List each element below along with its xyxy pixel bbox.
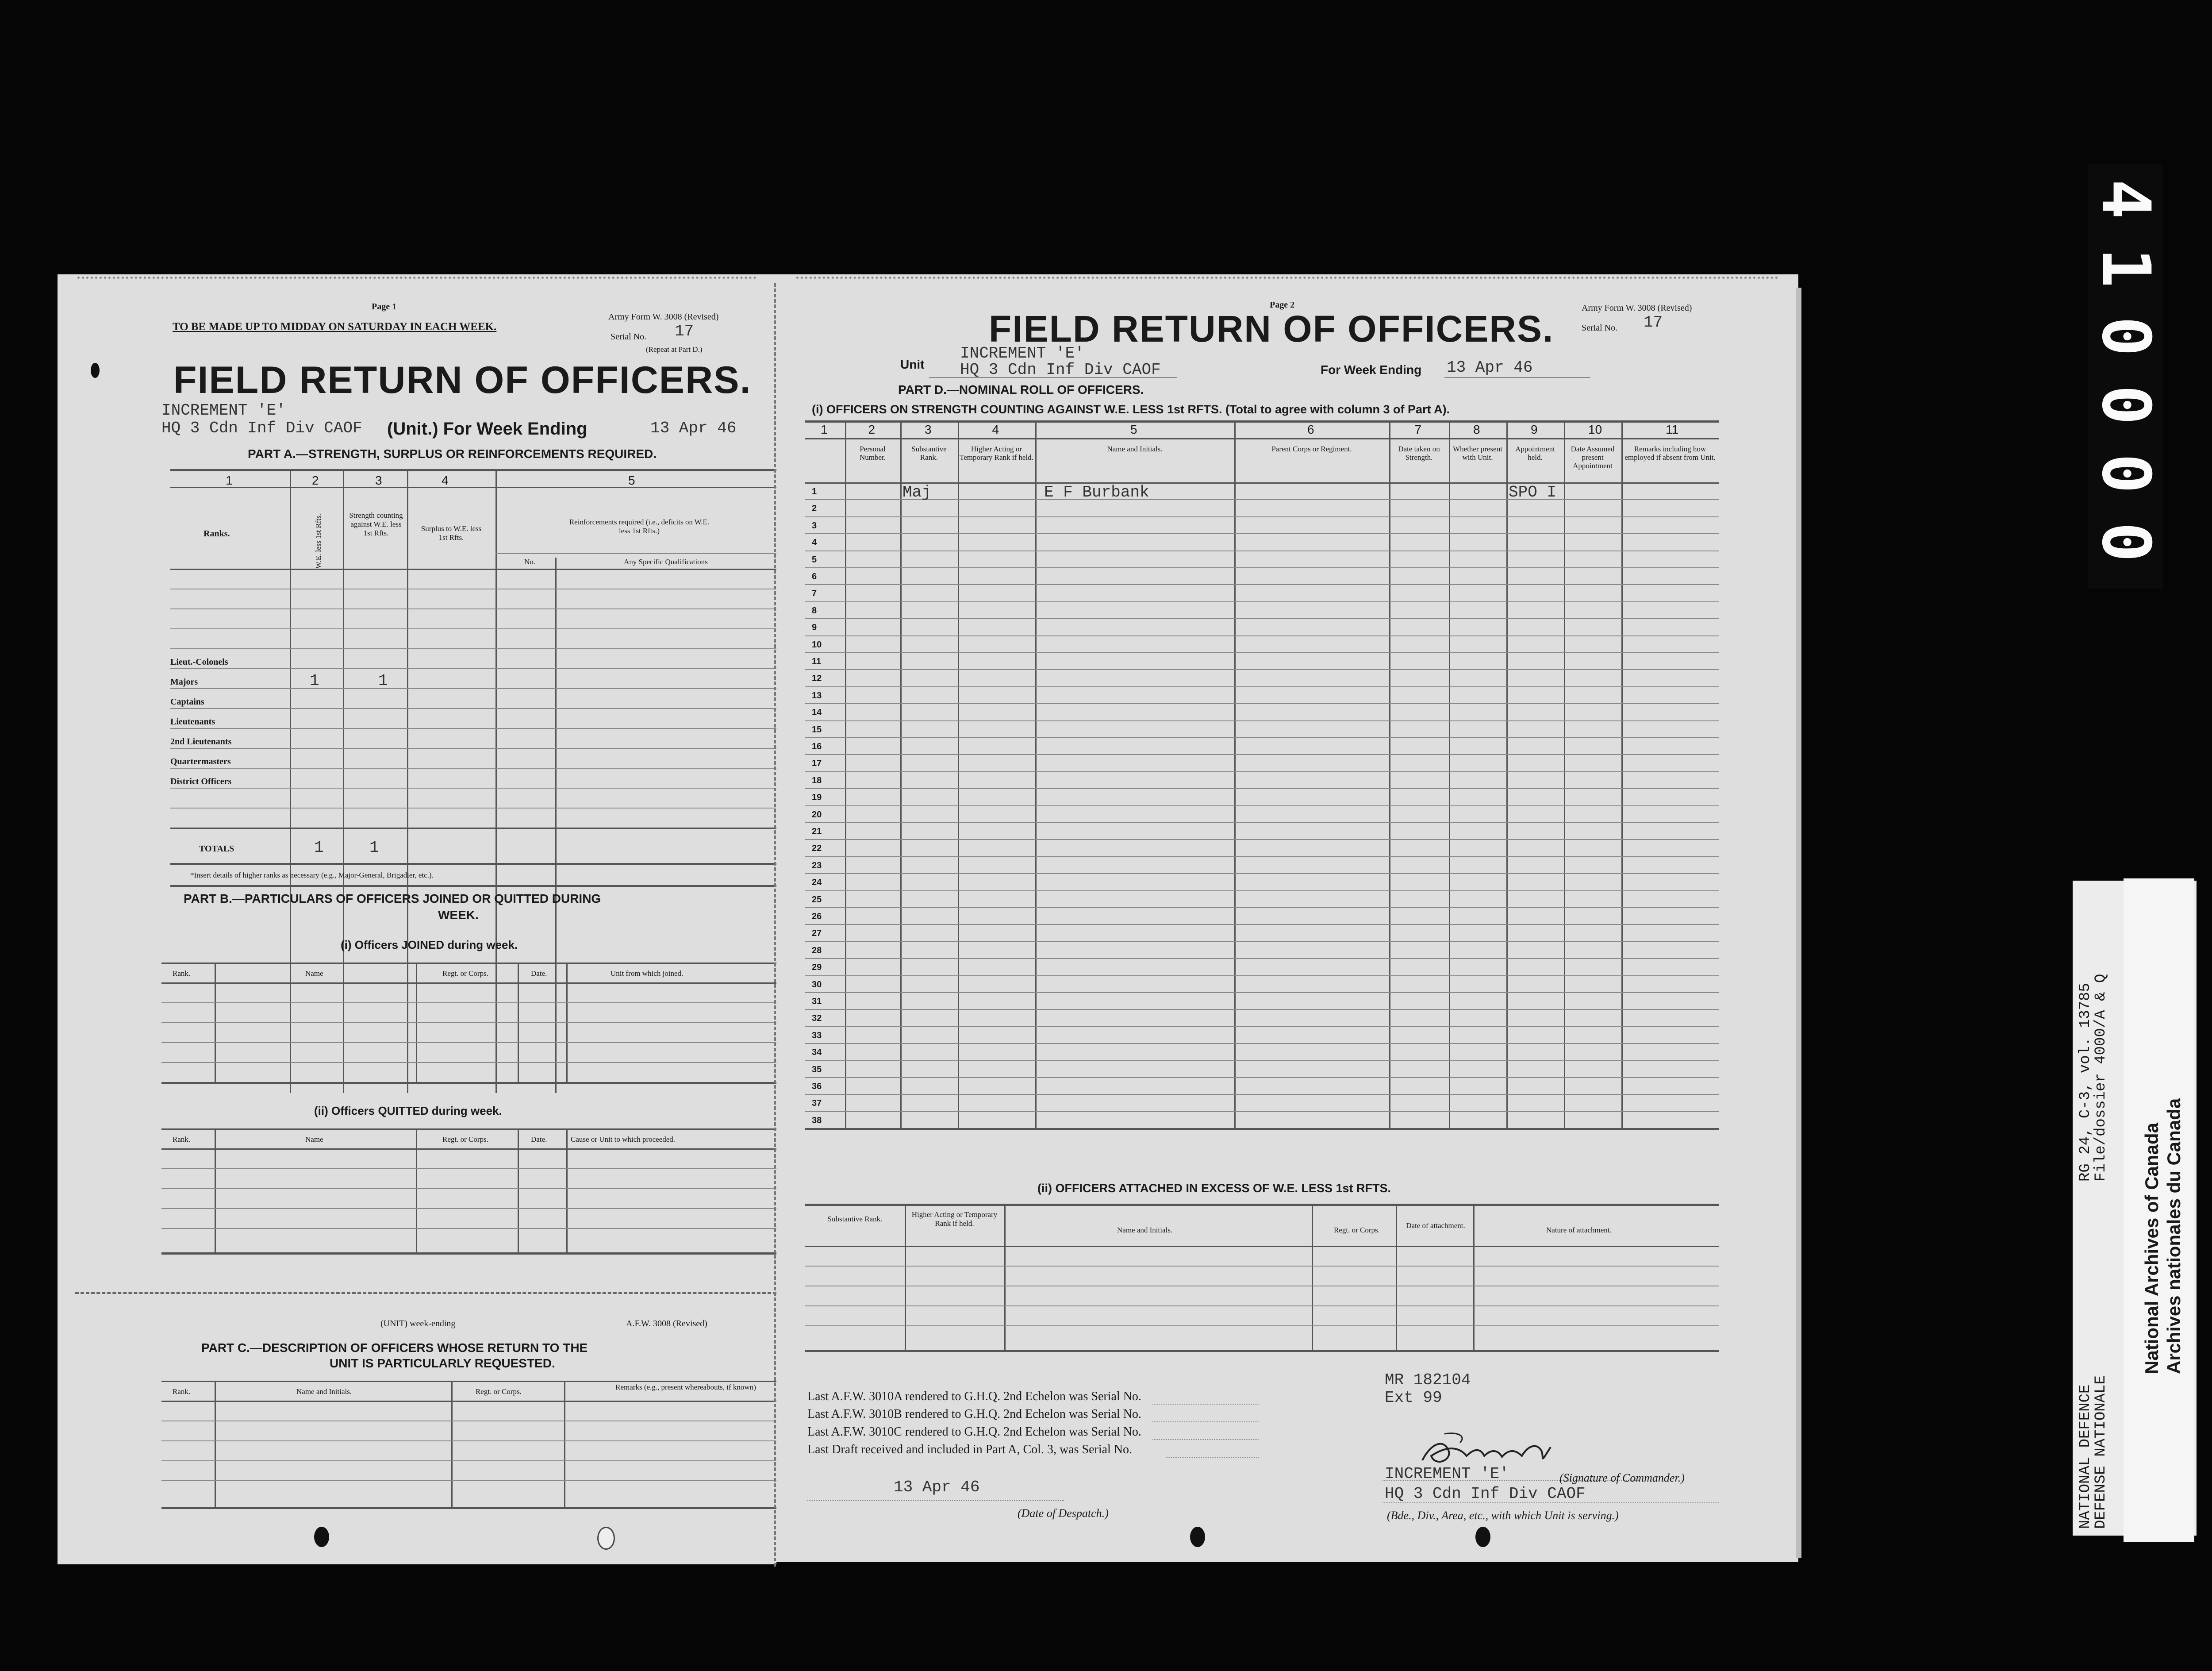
form-title: FIELD RETURN OF OFFICERS. bbox=[173, 359, 752, 401]
part-b-title: PART B.—PARTICULARS OF OFFICERS JOINED OR QUITTED DURING bbox=[184, 892, 601, 905]
frame-digit: 4 bbox=[2087, 179, 2164, 219]
totals-strength: 1 bbox=[369, 839, 379, 857]
rank-label: District Officers bbox=[170, 777, 232, 786]
bde-label: (Bde., Div., Area, etc., with which Unit is serving.) bbox=[1387, 1509, 1619, 1522]
unit-line-2: HQ 3 Cdn Inf Div CAOF bbox=[161, 419, 362, 437]
row-number: 25 bbox=[812, 894, 822, 905]
column-number: 3 bbox=[925, 423, 932, 436]
serial-value: 17 bbox=[675, 322, 694, 340]
column-header: Remarks including how employed if absent from Unit. bbox=[1624, 445, 1716, 462]
column-number: 8 bbox=[1473, 423, 1480, 436]
column-header: Date taken on Strength. bbox=[1398, 445, 1440, 462]
row-number: 19 bbox=[812, 793, 822, 803]
unit-week-ending: (UNIT) week-ending bbox=[380, 1319, 456, 1328]
archive-org-en: National Archives of Canada bbox=[2141, 1123, 2162, 1374]
unit-label: (Unit.) For Week Ending bbox=[387, 419, 588, 439]
part-a-title: PART A.—STRENGTH, SURPLUS OR REINFORCEMENTS REQUIRED. bbox=[248, 447, 657, 461]
dept-line-2: DEFENSE NATIONALE bbox=[2093, 1375, 2109, 1529]
row-number: 7 bbox=[812, 589, 817, 599]
archive-org-fr: Archives nationales du Canada bbox=[2163, 1098, 2184, 1374]
dept-line-1: NATIONAL DEFENCE bbox=[2077, 1384, 2094, 1529]
column-header: Whether present with Unit. bbox=[1453, 445, 1502, 462]
extension: Ext 99 bbox=[1385, 1389, 1442, 1407]
totals-we: 1 bbox=[314, 839, 324, 857]
row-number: 28 bbox=[812, 945, 822, 955]
row-number: 37 bbox=[812, 1098, 822, 1109]
column-number: 6 bbox=[1307, 423, 1314, 436]
sheet-edge bbox=[1796, 288, 1801, 1558]
row-number: 32 bbox=[812, 1013, 822, 1024]
frame-digit: 0 bbox=[2087, 385, 2164, 425]
unit-line-2: HQ 3 Cdn Inf Div CAOF bbox=[960, 361, 1161, 379]
punch-hole bbox=[91, 363, 100, 378]
signature-label: (Signature of Commander.) bbox=[1559, 1471, 1685, 1484]
part-c-title: PART C.—DESCRIPTION OF OFFICERS WHOSE RETURN TO THE bbox=[201, 1341, 588, 1355]
row-number: 1 bbox=[812, 487, 817, 497]
despatch-label: (Date of Despatch.) bbox=[1018, 1507, 1109, 1520]
section-ii-title: (ii) OFFICERS ATTACHED IN EXCESS OF W.E. LESS 1st RFTS. bbox=[1037, 1182, 1391, 1195]
rank-label: Lieutenants bbox=[170, 717, 215, 727]
row-number: 5 bbox=[812, 554, 817, 565]
row-number: 30 bbox=[812, 979, 822, 990]
serial-label: Serial No. bbox=[1582, 323, 1618, 333]
entry-name: E F Burbank bbox=[1044, 483, 1149, 501]
serial-value: 17 bbox=[1644, 313, 1663, 331]
afw-note: A.F.W. 3008 (Revised) bbox=[626, 1319, 707, 1328]
page-1: Page 1 Army Form W. 3008 (Revised) TO BE MADE UP TO MIDDAY ON SATURDAY IN EACH WEEK. Serial No. 17 (Repeat at Part D.) FIELD RETURN OF OFFICERS. INCREMENT 'E' HQ 3 Cdn Inf Div CAOF (Unit.) For Week Ending 13 Apr 46 PART A.—STRENGTH, SURPLUS OR REINFORCEMENTS REQUIRED. 1 2 3 4 5 Ranks. W.E. less 1st Rfts. Strength counting against W.E. less 1st Rfts. Surplus to W.E. less 1st Rfts. Reinforcements required (i.e., deficits on W.E. less 1st Rfts.) No. Any Specific Qualifications Lieut.-Colonels Majors Captains Lieutenants 2nd Lieutenants Quartermasters District Officers 1 1 TOTALS 1 1 *Insert details of higher ranks as necessary (e.g., Major-General, Brigadier, etc.). PART B.—PARTICULARS OF OFFICERS JOINED OR QUITTED DURING WEEK. (i) Officers JOINED during week. Rank. Name Regt. or Corps. Date. Unit from which joined. (ii) Officers QUITTED during week. Rank. Name Regt. or Corps. Date. Cause or Unit to which proceeded. (UNIT) week-ending A.F.W. 3008 (Revised) PART C.—DESCRIPTION OF OFFICERS WHOSE RETURN TO THE UNIT IS PARTICULARLY REQUESTED. Rank. Name and Initials. Regt. or Corps. Remarks (e.g., present whereabouts, if known) bbox=[58, 274, 776, 1564]
row-number: 29 bbox=[812, 963, 822, 973]
column-number: 9 bbox=[1531, 423, 1538, 436]
column-header: Personal Number. bbox=[859, 445, 886, 462]
reference-number: MR 182104 bbox=[1385, 1371, 1471, 1389]
archive-ref-2: File/dossier 4000/A & Q bbox=[2093, 974, 2109, 1182]
frame-digit: 1 bbox=[2087, 247, 2164, 288]
form-id: Army Form W. 3008 (Revised) bbox=[608, 312, 719, 322]
unit-line-1: INCREMENT 'E' bbox=[161, 401, 286, 420]
row-number: 33 bbox=[812, 1030, 822, 1040]
frame-digit: 0 bbox=[2087, 522, 2164, 562]
row-number: 36 bbox=[812, 1082, 822, 1091]
section-i-title: (i) OFFICERS ON STRENGTH COUNTING AGAINST W.E. LESS 1st RFTS. (Total to agree with column 3 of Part A). bbox=[812, 403, 1450, 416]
row-number: 20 bbox=[812, 809, 822, 820]
page-number: Page 2 bbox=[1270, 300, 1295, 310]
majors-we: 1 bbox=[310, 672, 319, 690]
column-number: 4 bbox=[992, 423, 999, 436]
row-number: 27 bbox=[812, 928, 822, 939]
perforation-edge bbox=[796, 277, 1778, 279]
majors-strength: 1 bbox=[378, 672, 388, 690]
row-number: 11 bbox=[812, 657, 822, 666]
frame-digit: 0 bbox=[2087, 453, 2164, 494]
row-number: 10 bbox=[812, 639, 822, 650]
archive-ref-1: RG 24, C-3, vol. 13785 bbox=[2077, 983, 2094, 1182]
last-afw-3010a: Last A.F.W. 3010A rendered to G.H.Q. 2nd Echelon was Serial No. bbox=[807, 1390, 1141, 1403]
row-number: 16 bbox=[812, 742, 822, 751]
row-number: 4 bbox=[812, 538, 817, 548]
column-header: Appointment held. bbox=[1515, 445, 1555, 462]
sign-unit-line-2: HQ 3 Cdn Inf Div CAOF bbox=[1385, 1485, 1586, 1503]
part-d-title: PART D.—NOMINAL ROLL OF OFFICERS. bbox=[898, 383, 1144, 397]
unit-line-1: INCREMENT 'E' bbox=[960, 344, 1084, 362]
punch-hole bbox=[1475, 1527, 1490, 1547]
sign-unit-line-1: INCREMENT 'E' bbox=[1385, 1465, 1509, 1483]
column-header: Higher Acting or Temporary Rank if held. bbox=[960, 445, 1033, 462]
week-label: For Week Ending bbox=[1321, 363, 1422, 377]
row-number: 2 bbox=[812, 504, 817, 514]
row-number: 8 bbox=[812, 605, 817, 616]
row-number: 35 bbox=[812, 1064, 822, 1074]
row-number: 23 bbox=[812, 860, 822, 870]
row-number: 22 bbox=[812, 843, 822, 854]
frame-number-stamp bbox=[2088, 164, 2163, 589]
row-number: 15 bbox=[812, 724, 822, 735]
row-number: 34 bbox=[812, 1047, 822, 1058]
entry-rank: Maj bbox=[902, 483, 931, 501]
column-number: 7 bbox=[1414, 423, 1422, 436]
entry-appointment: SPO I bbox=[1509, 483, 1557, 501]
rank-label: 2nd Lieutenants bbox=[170, 737, 232, 747]
rank-label: Lieut.-Colonels bbox=[170, 657, 228, 667]
punch-hole bbox=[1190, 1527, 1205, 1547]
column-number: 10 bbox=[1588, 423, 1602, 436]
archive-stamp bbox=[2124, 878, 2194, 1542]
repeat-note: (Repeat at Part D.) bbox=[646, 345, 703, 354]
column-header: Name and Initials. bbox=[1107, 445, 1163, 453]
form-id: Army Form W. 3008 (Revised) bbox=[1582, 303, 1692, 313]
serial-label: Serial No. bbox=[611, 332, 647, 342]
row-number: 31 bbox=[812, 997, 822, 1006]
joined-title: (i) Officers JOINED during week. bbox=[341, 938, 518, 951]
punch-hole bbox=[597, 1527, 615, 1550]
perforation-edge bbox=[77, 277, 757, 279]
despatch-date: 13 Apr 46 bbox=[894, 1478, 980, 1496]
column-header: Substantive Rank. bbox=[911, 445, 947, 462]
footnote: *Insert details of higher ranks as necessary (e.g., Major-General, Brigadier, etc.). bbox=[190, 871, 434, 879]
page-fold bbox=[774, 283, 776, 1567]
tear-line bbox=[75, 1292, 776, 1294]
totals-label: TOTALS bbox=[199, 844, 234, 854]
column-number: 5 bbox=[1130, 423, 1137, 436]
row-number: 17 bbox=[812, 758, 822, 769]
instruction: TO BE MADE UP TO MIDDAY ON SATURDAY IN EACH WEEK. bbox=[173, 321, 497, 333]
column-number: 2 bbox=[868, 423, 876, 436]
column-header: Parent Corps or Regiment. bbox=[1271, 445, 1352, 453]
row-number: 12 bbox=[812, 674, 822, 684]
week-ending-value: 13 Apr 46 bbox=[1447, 358, 1533, 377]
row-number: 26 bbox=[812, 912, 822, 921]
row-number: 38 bbox=[812, 1115, 822, 1125]
rank-label: Majors bbox=[170, 677, 198, 687]
column-number: 1 bbox=[821, 423, 828, 436]
last-afw-3010c: Last A.F.W. 3010C rendered to G.H.Q. 2nd Echelon was Serial No. bbox=[807, 1425, 1141, 1439]
frame-digit: 0 bbox=[2087, 316, 2164, 357]
page-number: Page 1 bbox=[372, 302, 397, 312]
row-number: 14 bbox=[812, 708, 822, 718]
row-number: 6 bbox=[812, 572, 817, 581]
rank-label: Captains bbox=[170, 697, 204, 707]
row-number: 3 bbox=[812, 520, 817, 531]
row-number: 9 bbox=[812, 623, 817, 633]
row-number: 24 bbox=[812, 878, 822, 888]
row-number: 21 bbox=[812, 827, 822, 836]
quitted-title: (ii) Officers QUITTED during week. bbox=[314, 1104, 502, 1117]
last-draft: Last Draft received and included in Part A, Col. 3, was Serial No. bbox=[807, 1443, 1133, 1456]
punch-hole bbox=[314, 1527, 329, 1547]
week-ending-value: 13 Apr 46 bbox=[650, 419, 737, 437]
last-afw-3010b: Last A.F.W. 3010B rendered to G.H.Q. 2nd Echelon was Serial No. bbox=[807, 1407, 1141, 1421]
page-2: Page 2 Army Form W. 3008 (Revised) FIELD RETURN OF OFFICERS. Serial No. 17 Unit INCREMENT 'E' HQ 3 Cdn Inf Div CAOF For Week Ending 13 Apr 46 PART D.—NOMINAL ROLL OF OFFICERS. (i) OFFICERS ON STRENGTH COUNTING AGAINST W.E. LESS 1st RFTS. (Total to agree with column 3 of Part A). 1 2 3 4 5 6 7 8 9 10 11 Personal Number. Substantive Rank. Higher Acting or Temporary Rank if held. Name and Initials. Parent Corps or Regiment. Date taken on Strength. Whether present with Unit. Appointment held. Date Assumed present Appointment Remarks including how employed if absent from Unit. 1 2 3 4 5 6 7 8 9 10 11 12 13 14 15 16 17 18 19 20 21 22 23 24 25 26 27 28 29 30 31 32 33 34 35 36 37 38 Maj E F Burbank SPO I (ii) OFFICERS ATTACHED IN EXCESS OF W.E. LESS 1st RFTS. Substantive Rank. Higher Acting or Temporary Rank if held. Name and Initials. Regt. or Corps. Date of attachment. Nature of attachment. Last A.F.W. 3010A rendered to G.H.Q. 2nd Echelon was Serial No. Last A.F.W. 3010B rendered to G.H.Q. 2nd Echelon was Serial No. Last A.F.W. 3010C rendered to G.H.Q. 2nd Echelon was Serial No. Last Draft received and included in Part A, Col. 3, was Serial No. MR 182104 Ext 99 INCREMENT 'E' HQ 3 Cdn Inf Div CAOF (Signature of Commander.) (Bde., Div., Area, etc., with which Unit is serving.) 13 Apr 46 (Date of Despatch.) bbox=[776, 274, 1798, 1562]
form-title: FIELD RETURN OF OFFICERS. bbox=[989, 308, 1554, 350]
column-header: Date Assumed present Appointment bbox=[1571, 445, 1615, 470]
row-number: 13 bbox=[812, 690, 822, 701]
rank-label: Quartermasters bbox=[170, 757, 231, 766]
unit-label: Unit bbox=[900, 358, 925, 371]
column-number: 11 bbox=[1666, 423, 1679, 436]
row-number: 18 bbox=[812, 775, 822, 785]
